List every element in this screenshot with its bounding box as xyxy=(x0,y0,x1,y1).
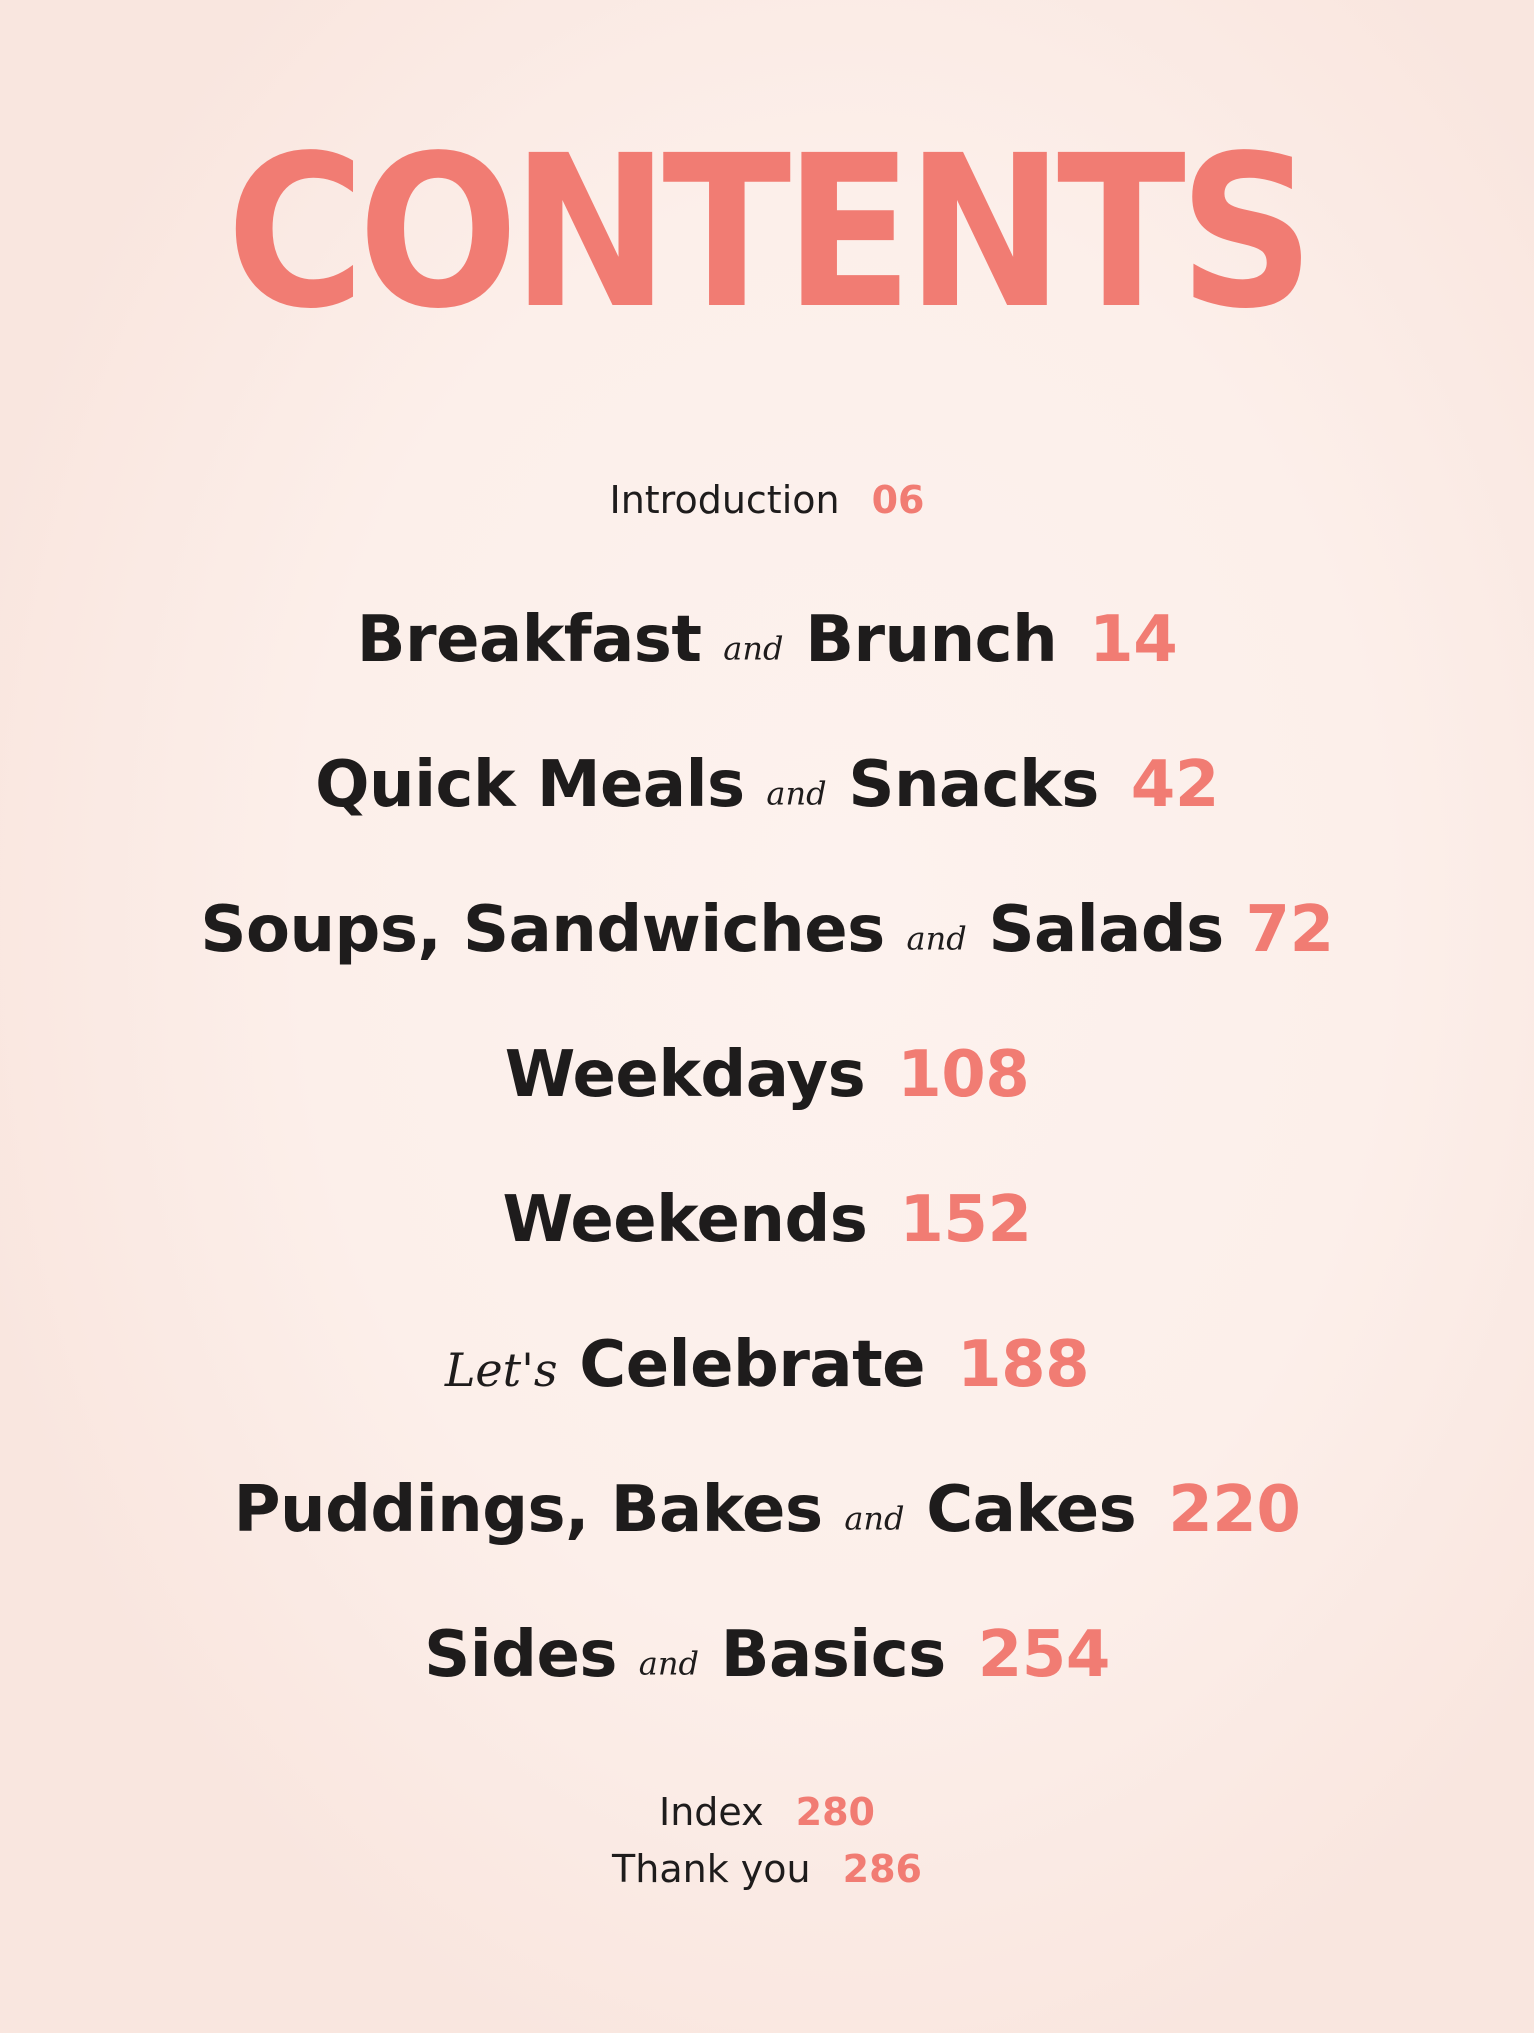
toc-thank-you-label: Thank you xyxy=(612,1847,811,1891)
chapter-page: 72 xyxy=(1245,893,1334,967)
chapter-title-part: Snacks xyxy=(848,748,1099,822)
toc-chapter-sides[interactable] xyxy=(0,1615,1534,1703)
toc-chapter-breakfast[interactable] xyxy=(0,600,1534,688)
toc-chapter-puddings[interactable] xyxy=(0,1470,1534,1558)
chapter-script-word: Let's xyxy=(444,1343,558,1397)
chapter-title-part: Salads xyxy=(988,893,1224,967)
toc-thank-you[interactable] xyxy=(0,1847,1534,1891)
chapter-title-part: Brunch xyxy=(805,603,1058,677)
chapter-title-part: Celebrate xyxy=(579,1328,926,1402)
toc-chapter-weekdays[interactable] xyxy=(0,1035,1534,1115)
chapter-title-part: Sides xyxy=(424,1618,617,1692)
toc-intro-page: 06 xyxy=(871,478,925,522)
chapter-page: 220 xyxy=(1168,1473,1301,1547)
toc-index[interactable] xyxy=(0,1790,1534,1834)
chapter-page: 254 xyxy=(977,1618,1110,1692)
toc-index-label: Index xyxy=(659,1790,764,1834)
chapter-title-part: Puddings, Bakes xyxy=(233,1473,823,1547)
chapter-joiner: and xyxy=(906,919,967,958)
chapter-page: 14 xyxy=(1089,603,1178,677)
chapter-page: 188 xyxy=(957,1328,1090,1402)
chapter-title-part: Cakes xyxy=(926,1473,1137,1547)
chapter-page: 152 xyxy=(899,1183,1032,1257)
chapter-title-part: Breakfast xyxy=(356,603,702,677)
toc-chapter-quick-meals[interactable] xyxy=(0,745,1534,833)
chapter-joiner: and xyxy=(844,1499,905,1538)
chapter-page: 108 xyxy=(897,1038,1030,1112)
chapter-title-part: Quick Meals xyxy=(315,748,745,822)
toc-index-page: 280 xyxy=(795,1790,875,1834)
chapter-page: 42 xyxy=(1130,748,1219,822)
toc-intro[interactable] xyxy=(0,478,1534,522)
toc-thank-you-page: 286 xyxy=(842,1847,922,1891)
chapter-title-part: Soups, Sandwiches xyxy=(200,893,885,967)
toc-chapter-soups[interactable] xyxy=(0,890,1534,978)
chapter-title-part: Weekdays xyxy=(504,1038,866,1112)
chapter-joiner: and xyxy=(723,629,784,668)
page-title: CONTENTS xyxy=(226,110,1308,355)
toc-intro-label: Introduction xyxy=(609,478,840,522)
chapter-title-part: Weekends xyxy=(502,1183,868,1257)
toc-chapter-weekends[interactable] xyxy=(0,1180,1534,1260)
chapter-joiner: and xyxy=(766,774,827,813)
chapter-joiner: and xyxy=(638,1644,699,1683)
toc-chapter-celebrate[interactable] xyxy=(0,1325,1534,1410)
chapter-title-part: Basics xyxy=(720,1618,946,1692)
